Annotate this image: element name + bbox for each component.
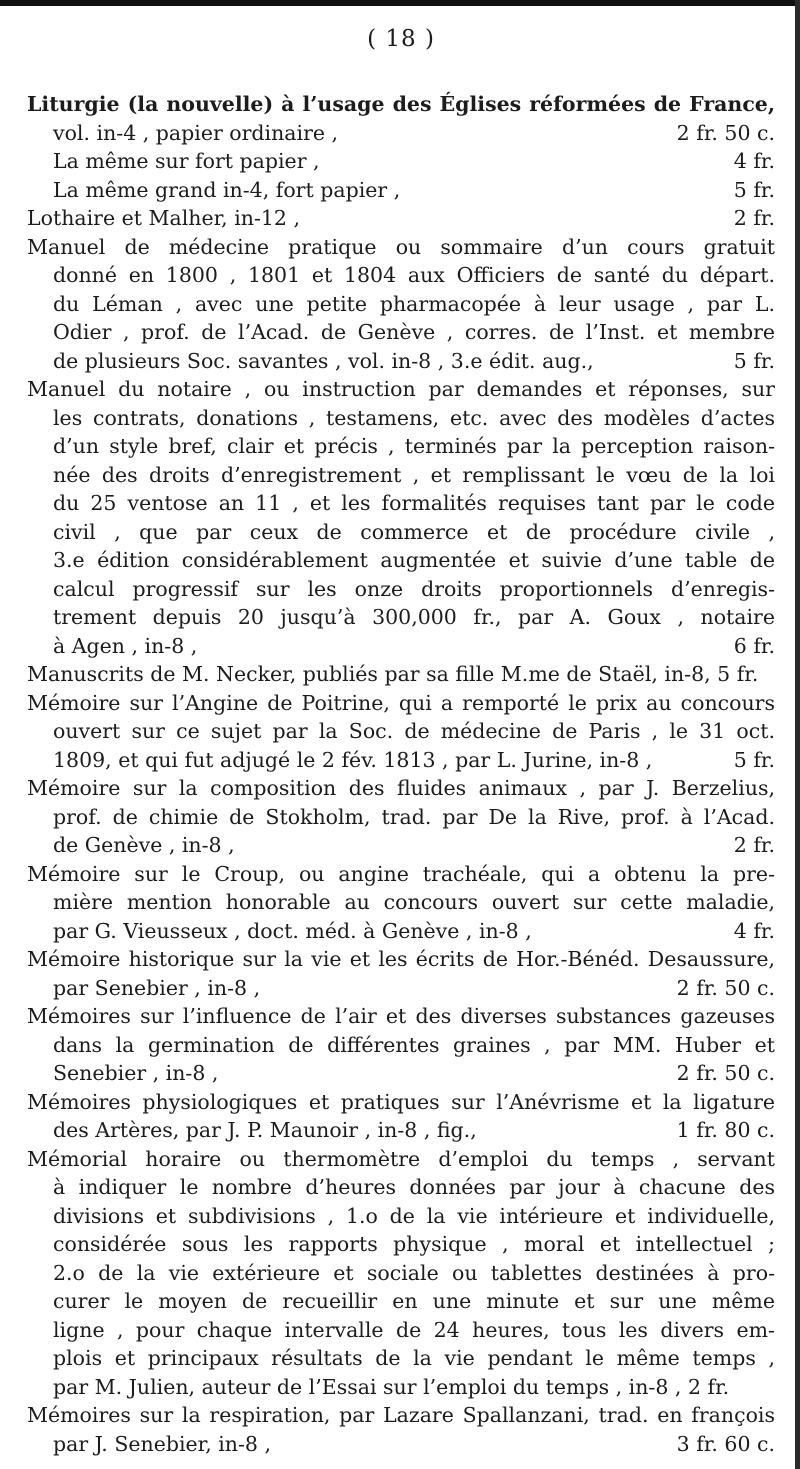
entry-line <box>27 147 775 176</box>
entry-line <box>27 1145 775 1174</box>
entry-line <box>27 375 775 404</box>
entry-text: par G. Vieusseux , doct. méd. à Genève , in-8 , <box>53 918 532 943</box>
entry-line <box>27 1088 775 1117</box>
entry-line <box>27 1344 775 1373</box>
entry-line <box>27 290 775 319</box>
entry-line <box>27 233 775 262</box>
entry-line <box>27 632 775 661</box>
entry-line <box>27 689 775 718</box>
entry-price: 2 fr. <box>733 206 775 230</box>
entry-line <box>27 717 775 746</box>
entry-text: considérée sous les rapports physique , moral et intellectuel ; <box>53 1232 775 1256</box>
catalogue-entry <box>27 689 775 775</box>
entry-line <box>27 404 775 433</box>
entry-line <box>27 746 775 775</box>
catalogue-entry <box>27 774 775 860</box>
entry-price: 4 fr. <box>733 918 775 943</box>
entry-line <box>27 974 775 1003</box>
entry-text: dans la germination de différentes graines , par MM. Huber et <box>53 1032 775 1057</box>
catalogue-entry <box>27 660 775 689</box>
catalogue-entry <box>27 90 775 204</box>
entry-line <box>27 1173 775 1202</box>
entry-text: Mémoires sur l’influence de l’air et des diverses substances gazeuses <box>27 1004 775 1028</box>
entry-text: Manuel du notaire , ou instruction par demandes et réponses, sur <box>27 377 775 401</box>
entry-line <box>27 774 775 803</box>
entry-line <box>27 461 775 490</box>
entry-text: plois et principaux résultats de la vie pendant le même temps , <box>53 1346 775 1370</box>
entry-price: 2 fr. <box>733 833 775 857</box>
page-right-edge <box>795 0 800 1469</box>
entry-price: 3 fr. 60 c. <box>676 1431 775 1456</box>
catalogue-entry <box>27 375 775 660</box>
entry-price: 2 fr. 50 c. <box>676 120 775 145</box>
catalogue-entry <box>27 945 775 1002</box>
catalogue-entry <box>27 204 775 233</box>
entry-text: Mémoire historique sur la vie et les écrits de Hor.-Bénéd. Desaussure, <box>27 947 775 971</box>
entry-text: Odier , prof. de l’Acad. de Genève , corres. de l’Inst. et membre <box>53 320 775 344</box>
entry-text: par Senebier , in-8 , <box>53 975 261 1000</box>
entry-price: 2 fr. 50 c. <box>676 975 775 1000</box>
entry-line <box>27 803 775 832</box>
entry-text: Mémoire sur la composition des fluides animaux , par J. Berzelius, <box>27 776 775 800</box>
entry-line <box>27 660 775 689</box>
entry-text: des Artères, par J. P. Maunoir , in-8 , fig., <box>53 1118 477 1142</box>
entry-price: 1 fr. 80 c. <box>676 1118 775 1142</box>
entry-text: mière mention honorable au concours ouvert sur cette maladie, <box>53 890 775 914</box>
entry-text: vol. in-4 , papier ordinaire , <box>53 120 339 145</box>
catalogue-entry <box>27 1401 775 1458</box>
catalogue-entry <box>27 1002 775 1088</box>
entry-line <box>27 432 775 461</box>
entry-text: 2.o de la vie extérieure et sociale ou tablettes destinées à pro- <box>53 1260 775 1285</box>
entry-text: civil , que par ceux de commerce et de procédure civile , <box>53 519 775 544</box>
entry-text: Mémorial horaire ou thermomètre d’emploi du temps , servant <box>27 1146 775 1171</box>
entry-text: ouvert sur ce sujet par la Soc. de médecine de Paris , le 31 oct. <box>53 719 775 743</box>
entry-line <box>27 119 775 148</box>
entry-line <box>27 1259 775 1288</box>
entry-text: Manuel de médecine pratique ou sommaire d’un cours gratuit <box>27 234 775 259</box>
page-number: ( 18 ) <box>367 26 435 52</box>
entry-line <box>27 1430 775 1459</box>
entry-text: par J. Senebier, in-8 , <box>53 1431 271 1456</box>
entry-line <box>27 1287 775 1316</box>
entry-price: 5 fr. <box>733 747 775 772</box>
entry-text: les contrats, donations , testamens, etc. avec des modèles d’actes <box>53 405 775 430</box>
entry-line <box>27 546 775 575</box>
entry-text: trement depuis 20 jusqu’à 300,000 fr., par A. Goux , notaire <box>53 605 775 629</box>
entry-line <box>27 831 775 860</box>
entry-text: ligne , pour chaque intervalle de 24 heures, tous les divers em- <box>53 1317 775 1342</box>
catalogue-entry <box>27 233 775 376</box>
entry-text: du Léman , avec une petite pharmacopée à leur usage , par L. <box>53 291 775 316</box>
entry-line <box>27 1031 775 1060</box>
entry-text: Mémoires physiologiques et pratiques sur l’Anévrisme et la ligature <box>27 1089 775 1114</box>
entry-line <box>27 1116 775 1145</box>
entry-line <box>27 318 775 347</box>
entry-price: 2 fr. 50 c. <box>676 1061 775 1085</box>
entry-line <box>27 1401 775 1430</box>
entry-text: prof. de chimie de Stokholm, trad. par De la Rive, prof. à l’Acad. <box>53 804 775 829</box>
entry-text: d’un style bref, clair et précis , terminés par la perception raison- <box>53 434 775 458</box>
entry-line <box>27 1373 775 1402</box>
entry-text: Lothaire et Malher, in-12 , <box>27 206 300 230</box>
entry-line <box>27 90 775 119</box>
entry-line <box>27 1316 775 1345</box>
entry-text: divisions et subdivisions , 1.o de la vie intérieure et individuelle, <box>53 1203 775 1228</box>
catalogue-entry <box>27 1145 775 1402</box>
entry-text: Mémoire sur l’Angine de Poitrine, qui a remporté le prix au concours <box>27 690 775 715</box>
entry-line <box>27 917 775 946</box>
entry-text: 3.e édition considérablement augmentée et suivie d’une table de <box>53 548 775 572</box>
entry-price: 5 fr. <box>733 348 775 373</box>
entry-line <box>27 1059 775 1088</box>
entry-text: Mémoires sur la respiration, par Lazare Spallanzani, trad. en françois <box>27 1403 775 1427</box>
entry-price: 5 fr. <box>733 177 775 202</box>
catalogue-page <box>27 20 775 1458</box>
entry-line <box>27 518 775 547</box>
entry-text: donné en 1800 , 1801 et 1804 aux Officiers de santé du départ. <box>53 263 775 287</box>
entry-text: à indiquer le nombre d’heures données par jour à chacune des <box>53 1175 775 1199</box>
entry-text: calcul progressif sur les onze droits proportionnels d’enregis- <box>53 576 775 601</box>
entry-line <box>27 1002 775 1031</box>
entry-price: 6 fr. <box>733 633 775 658</box>
entry-line <box>27 945 775 974</box>
entry-text: de Genève , in-8 , <box>53 833 235 857</box>
entry-line <box>27 860 775 889</box>
entry-text: Manuscrits de M. Necker, publiés par sa fille M.me de Staël, in-8, 5 fr. <box>27 662 759 686</box>
entry-text: de plusieurs Soc. savantes , vol. in-8 , 3.e édit. aug., <box>53 348 594 373</box>
catalogue-entry <box>27 1088 775 1145</box>
entry-line <box>27 204 775 233</box>
entry-text: à Agen , in-8 , <box>53 633 198 658</box>
page-top-edge <box>0 0 800 6</box>
entry-text: La même grand in-4, fort papier , <box>53 177 401 202</box>
entry-text: du 25 ventose an 11 , et les formalités requises tant par le code <box>53 491 775 515</box>
entry-line <box>27 1230 775 1259</box>
entry-price: 4 fr. <box>733 149 775 173</box>
entry-line <box>27 1202 775 1231</box>
entry-line <box>27 575 775 604</box>
entry-text: Mémoire sur le Croup, ou angine trachéale, qui a obtenu la pre- <box>27 861 775 886</box>
entry-text: La même sur fort papier , <box>53 149 320 173</box>
entry-text: née des droits d’enregistrement , et remplissant le vœu de la loi <box>53 462 775 487</box>
entry-text: Senebier , in-8 , <box>53 1061 219 1085</box>
entry-line <box>27 888 775 917</box>
catalogue-entries <box>27 90 775 1458</box>
entry-line <box>27 489 775 518</box>
entry-line <box>27 261 775 290</box>
entry-line <box>27 603 775 632</box>
entry-text: Liturgie (la nouvelle) à l’usage des Églises réformées de France, <box>27 92 775 116</box>
entry-text: 1809, et qui fut adjugé le 2 fév. 1813 , par L. Jurine, in-8 , <box>53 747 653 772</box>
entry-text: curer le moyen de recueillir en une minute et sur une même <box>53 1289 775 1313</box>
catalogue-entry <box>27 860 775 946</box>
entry-line <box>27 347 775 376</box>
entry-text: par M. Julien, auteur de l’Essai sur l’emploi du temps , in-8 , 2 fr. <box>53 1374 730 1399</box>
entry-line <box>27 176 775 205</box>
